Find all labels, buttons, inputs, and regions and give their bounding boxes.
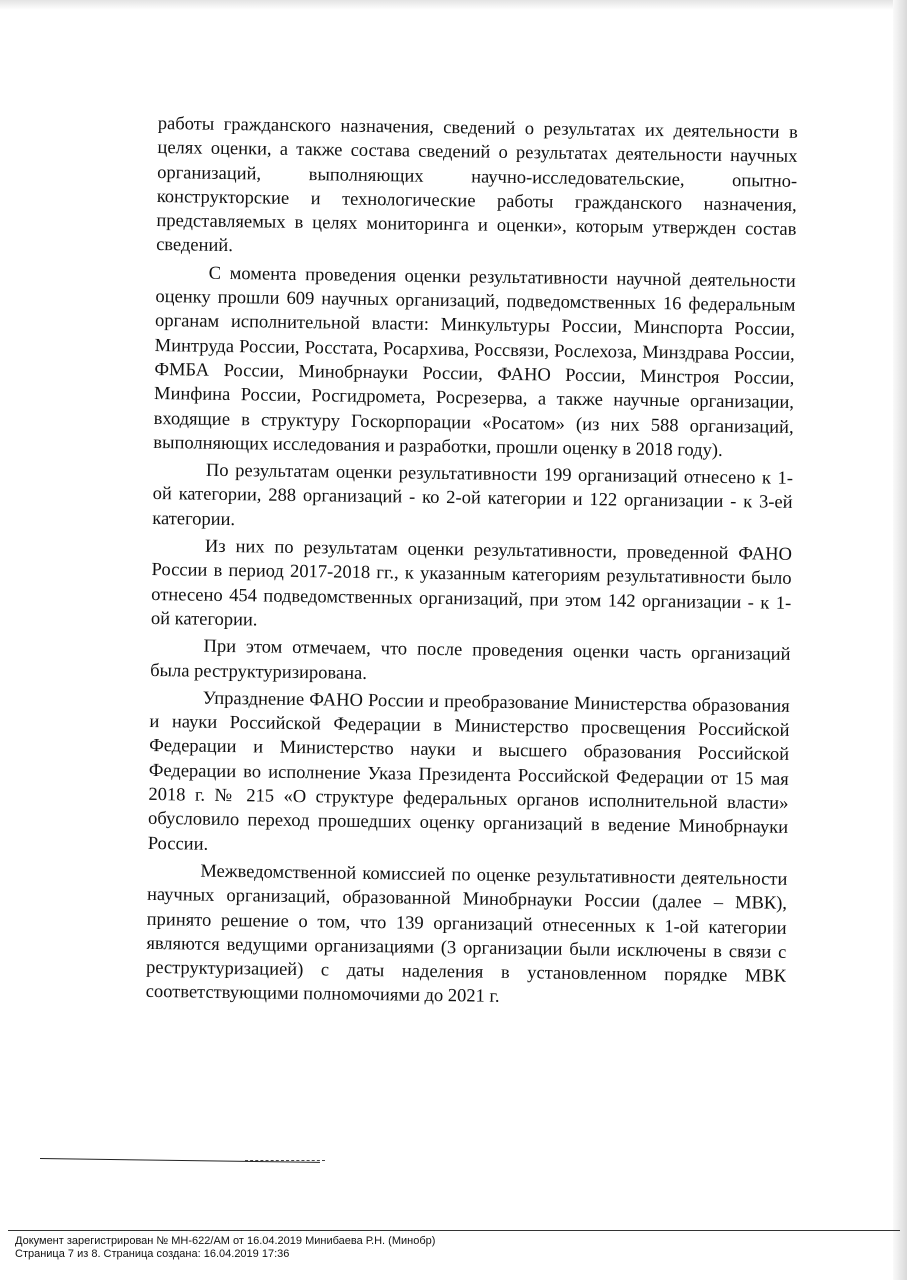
paragraph-category-results: По результатам оценки результативности 199 организаций отнесено к 1-ой категории, 288 организаций - ко 2-ой категории и 122 организации - к 3-ей категории. [152,460,794,530]
page-edge-shadow [893,0,907,1280]
page-info-line: Страница 7 из 8. Страница создана: 16.04.2019 17:36 [15,1248,290,1260]
registration-stamp-rule [8,1230,900,1231]
paragraph-fano-abolition: Упразднение ФАНО России и преобразование Министерства образования и науки Российской Федерации в Министерство просвещения Российской Федерации и Министерство науки и высшего образования Российской Федерации во исполнение Указа Президента Российской Федерации от 15 мая 2018 г. № 215 «О структуре федеральных органов исполнительной власти» обусловило переход прошедших оценку организаций в ведение Минобрнауки России. [147,688,790,855]
paragraph-commission-decision: Межведомственной комиссией по оценке результативности деятельности научных организаций, образованной Минобрнауки России (далее – МВК), принято решение о том, что 139 организаций отнесенных к 1-ой категории являются ведущими организациями (3 организации были исключены в связи с реструктуризацией) с даты наделения в установленном порядке МВК соответствующими полномочиями до 2021 г. [145,861,788,1008]
footnote-dashes [245,1160,325,1161]
paragraph-continuation: работы гражданского назначения, сведений о результатах их деятельности в целях оценки, а также состава сведений о результатах деятельности научных организаций, выполняющих научно-исследовательские, опытно-конструкторские и технологические работы гражданского назначения, представляемых в целях мониторинга и оценки», которым утвержден состав сведений. [155,113,798,257]
paragraph-evaluation-scope: С момента проведения оценки результативности научной деятельности оценку прошли 609 научных организаций, подведомственных 16 федеральным органам исполнительной власти: Минкультуры России, Минспорта России, Минтруда России, Росстата, Росархива, Россвязи, Рослехоза, Минздрава России, ФМБА России, Минобрнауки России, ФАНО России, Минстроя России, Минфина России, Росгидромета, Росрезерва, а также научные организации, входящие в структуру Госкорпорации «Росатом» (из них 588 организаций, выполняющих исследования и разработки, прошли оценку в 2018 году). [153,263,796,461]
registration-line: Документ зарегистрирован № МН-622/АМ от 16.04.2019 Минибаева Р.Н. (Минобр) [15,1235,436,1247]
paragraph-restructuring-note: При этом отмечаем, что после проведения оценки часть организаций была реструктуризирована. [150,636,791,684]
document-body [145,112,797,1017]
paragraph-fano-results: Из них по результатам оценки результативности, проведенной ФАНО России в период 2017-2018 гг., к указанным категориям результативности было отнесено 454 подведомственных организаций, при этом 142 организации - к 1-ой категории. [150,536,793,631]
registration-stamp [15,1235,435,1261]
page-top-shadow [0,0,907,10]
